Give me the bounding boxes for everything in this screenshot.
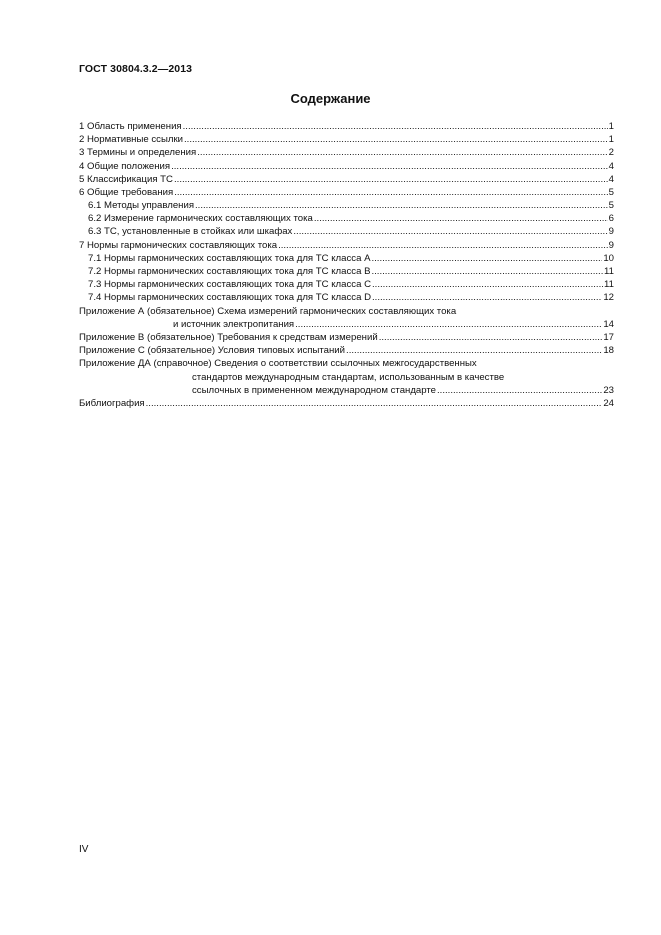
toc-entry-4[interactable]: 4 Общие положения ..... 4 (79, 160, 614, 173)
toc-entry-7-1[interactable]: 7.1 Нормы гармонических составляющих тока для ТС класса А ..... 10 (79, 252, 614, 265)
toc-entry-2[interactable]: 2 Нормативные ссылки ..... 1 (79, 133, 614, 146)
toc-entry-1[interactable]: 1 Область применения ..... 1 (79, 120, 614, 133)
toc-entry-appendix-b[interactable]: Приложение В (обязательное) Требования к средствам измерений ..... 17 (79, 331, 614, 344)
toc-entry-6-1[interactable]: 6.1 Методы управления ..... 5 (79, 199, 614, 212)
toc-title: Содержание (290, 91, 371, 106)
toc-entry-5[interactable]: 5 Классификация ТС ..... 4 (79, 173, 614, 186)
toc-entry-3[interactable]: 3 Термины и определения ..... 2 (79, 146, 614, 159)
toc-entry-7-3[interactable]: 7.3 Нормы гармонических составляющих тока для ТС класса С ..... 11 (79, 278, 614, 291)
standard-header: ГОСТ 30804.3.2—2013 (79, 63, 193, 75)
table-of-contents (79, 120, 614, 410)
toc-entry-7[interactable]: 7 Нормы гармонических составляющих тока ..... 9 (79, 239, 614, 252)
toc-entry-bibliography[interactable]: Библиография ..... 24 (79, 397, 614, 410)
toc-entry-6[interactable]: 6 Общие требования ..... 5 (79, 186, 614, 199)
toc-entry-7-2[interactable]: 7.2 Нормы гармонических составляющих тока для ТС класса В ..... 11 (79, 265, 614, 278)
toc-entry-6-2[interactable]: 6.2 Измерение гармонических составляющих тока ..... 6 (79, 212, 614, 225)
toc-entry-appendix-da[interactable]: Приложение ДА (справочное) Сведения о соответствии ссылочных межгосударственных стандартов международным стандартам, использованным в качестве ссылочных в примененном международном стандарте ..... 23 (79, 357, 614, 397)
page-number: IV (79, 844, 89, 855)
toc-entry-6-3[interactable]: 6.3 ТС, установленные в стойках или шкафах ..... 9 (79, 226, 614, 239)
toc-entry-appendix-c[interactable]: Приложение С (обязательное) Условия типовых испытаний ..... 18 (79, 344, 614, 357)
toc-entry-appendix-a[interactable]: Приложение А (обязательное) Схема измерений гармонических составляющих тока и источник электропитания ..... 14 (79, 305, 614, 331)
toc-entry-7-4[interactable]: 7.4 Нормы гармонических составляющих тока для ТС класса D ..... 12 (79, 291, 614, 304)
